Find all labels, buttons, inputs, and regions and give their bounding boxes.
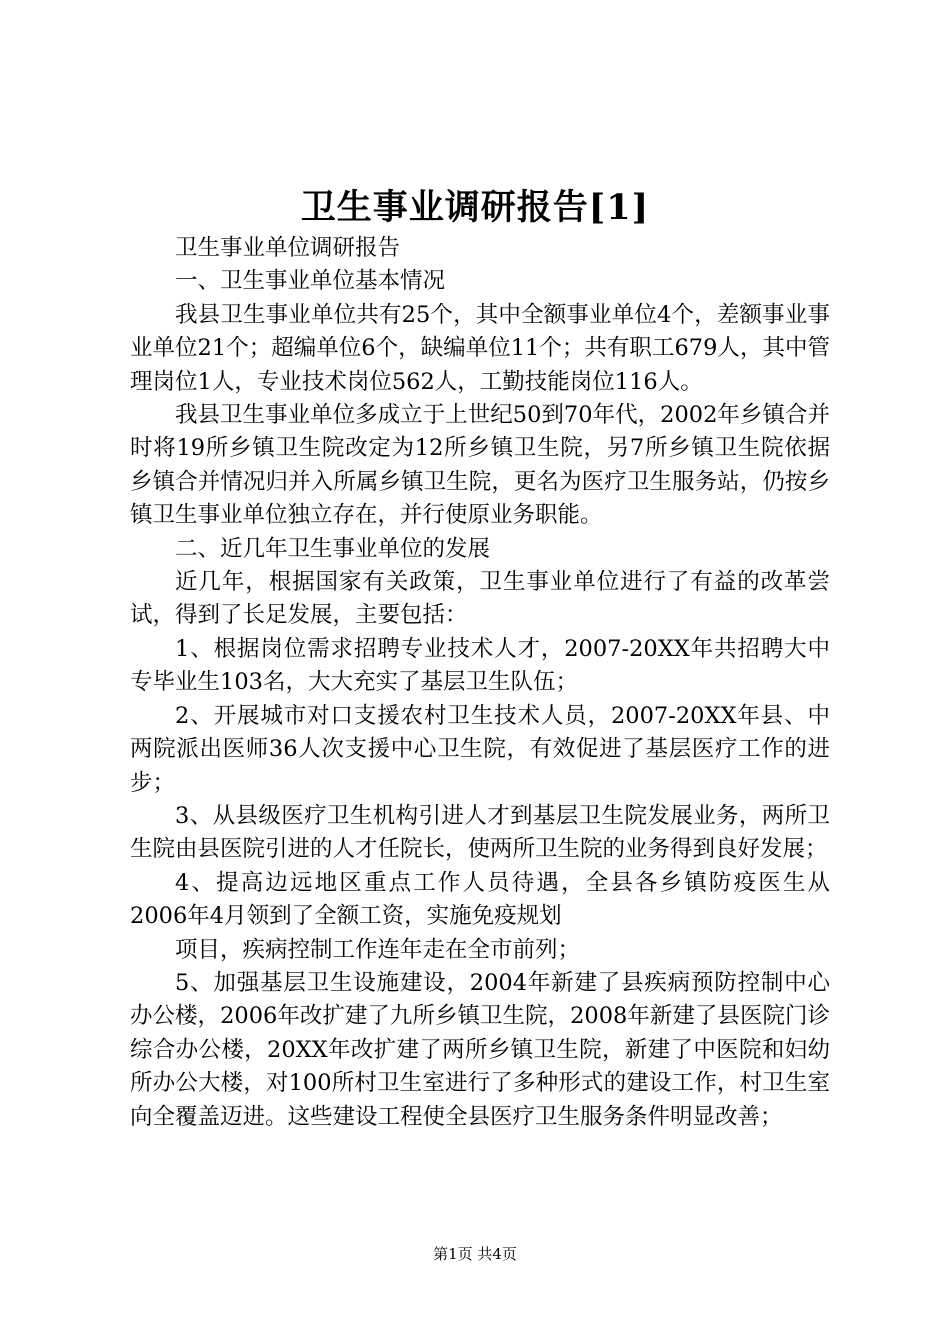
paragraph: 我县卫生事业单位共有25个，其中全额事业单位4个，差额事业事业单位21个；超编单位6个，缺编单位11个；共有职工679人，其中管理岗位1人，专业技术岗位562人，工勤技能岗位116人。	[130, 301, 830, 395]
document-title: 卫生事业调研报告[1]	[300, 187, 650, 228]
list-item-4-continued: 项目，疾病控制工作连年走在全市前列；	[175, 936, 581, 963]
page-footer: 第1页 共4页	[433, 1245, 517, 1263]
list-item-5: 5、加强基层卫生设施建设，2004年新建了县疾病预防控制中心办公楼，2006年改扩建了九所乡镇卫生院，2008年新建了县医院门诊综合办公楼，20XX年改扩建了两所乡镇卫生院，新建了中医院和妇幼所办公大楼，对100所村卫生室进行了多种形式的建设工作，村卫生室向全覆盖迈进。这些建设工程使全县医疗卫生服务条件明显改善；	[130, 969, 830, 1130]
list-item-4: 4、提高边远地区重点工作人员待遇，全县各乡镇防疫医生从2006年4月领到了全额工资，实施免疫规划	[130, 869, 830, 930]
section-heading-2: 二、近几年卫生事业单位的发展	[175, 535, 491, 562]
list-item-3: 3、从县级医疗卫生机构引进人才到基层卫生院发展业务，两所卫生院由县医院引进的人才任院长，使两所卫生院的业务得到良好发展；	[130, 802, 830, 863]
document-body	[130, 232, 830, 1134]
paragraph: 我县卫生事业单位多成立于上世纪50到70年代，2002年乡镇合并时将19所乡镇卫生院改定为12所乡镇卫生院，另7所乡镇卫生院依据乡镇合并情况归并入所属乡镇卫生院，更名为医疗卫生服务站，仍按乡镇卫生事业单位独立存在，并行使原业务职能。	[130, 402, 830, 529]
paragraph-heading: 卫生事业单位调研报告	[175, 235, 401, 261]
list-item-1: 1、根据岗位需求招聘专业技术人才，2007-20XX年共招聘大中专毕业生103名，大大充实了基层卫生队伍；	[130, 635, 830, 696]
paragraph: 近几年，根据国家有关政策，卫生事业单位进行了有益的改革尝试，得到了长足发展，主要包括：	[130, 569, 830, 629]
section-heading-1: 一、卫生事业单位基本情况	[175, 268, 446, 295]
list-item-2: 2、开展城市对口支援农村卫生技术人员，2007-20XX年县、中两院派出医师36人次支援中心卫生院，有效促进了基层医疗工作的进步；	[130, 702, 830, 796]
